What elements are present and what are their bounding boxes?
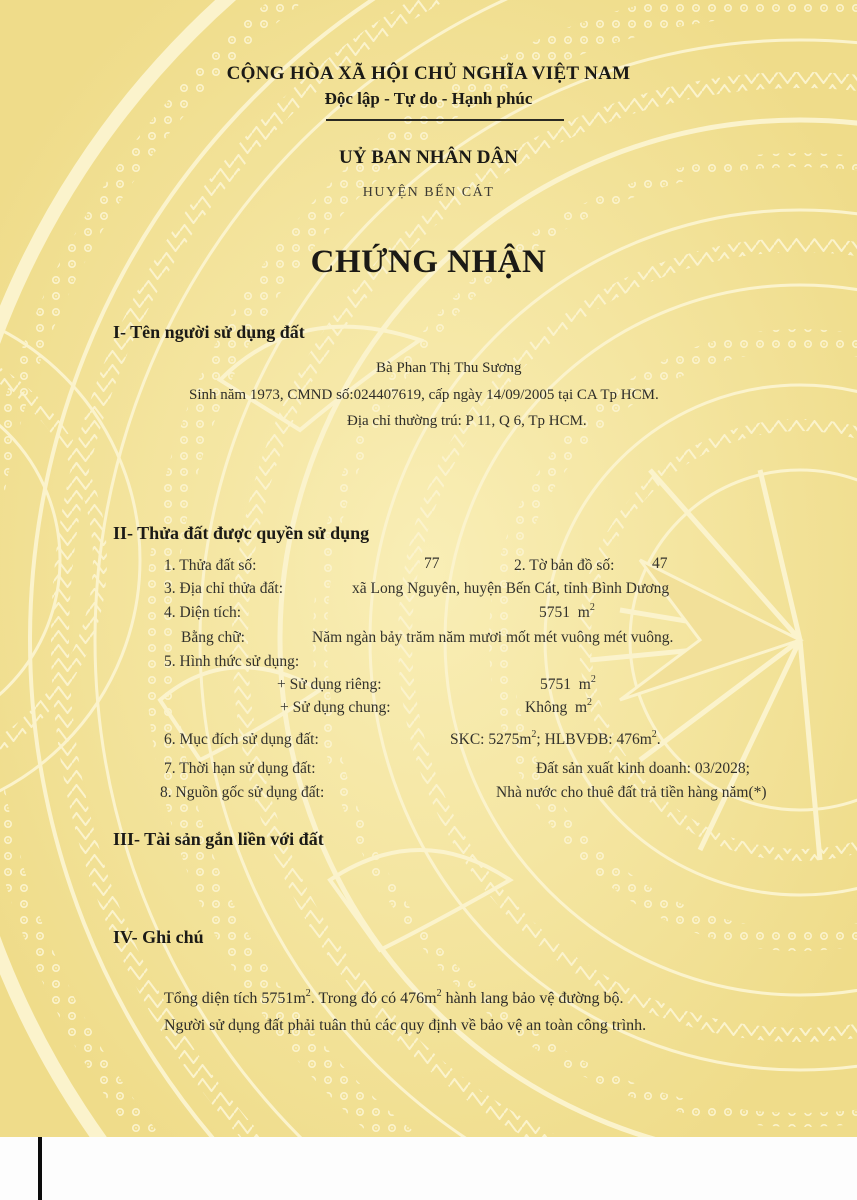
scan-edge-line bbox=[38, 1137, 42, 1200]
area-words-label: Bằng chữ: bbox=[181, 629, 245, 646]
section-4-heading: IV- Ghi chú bbox=[113, 927, 204, 947]
land-purpose-value: SKC: $5275m^2$; HLBVĐB: $476m^2$. bbox=[450, 729, 661, 748]
national-title: CỘNG HÒA XÃ HỘI CHỦ NGHĨA VIỆT NAM bbox=[226, 63, 631, 84]
land-origin-label: 8. Nguồn gốc sử dụng đất: bbox=[160, 784, 325, 801]
common-use-value: Không $m^2$ bbox=[525, 697, 593, 716]
issuing-council: UỶ BAN NHÂN DÂN bbox=[339, 147, 518, 168]
scan-margin bbox=[0, 1137, 857, 1200]
area-words-value: Năm ngàn bảy trăm năm mươi mốt mét vuông mét vuông. bbox=[312, 629, 674, 646]
owner-id: Sinh năm 1973, CMND số:024407619, cấp ngày 14/09/2005 tại CA Tp HCM. bbox=[189, 387, 659, 403]
header-divider bbox=[326, 119, 564, 121]
private-use-value: 5751 $m^2$ bbox=[540, 674, 596, 693]
usage-term-label: 7. Thời hạn sử dụng đất: bbox=[164, 760, 316, 777]
section-1-heading: I- Tên người sử dụng đất bbox=[113, 322, 305, 342]
parcel-number-label: 1. Thửa đất số: bbox=[164, 557, 257, 574]
note-line-2: Người sử dụng đất phải tuân thủ các quy định về bảo vệ an toàn công trình. bbox=[164, 1017, 647, 1034]
common-use-label: + Sử dụng chung: bbox=[280, 699, 391, 716]
section-2-heading: II- Thửa đất được quyền sử dụng bbox=[113, 523, 370, 543]
area-value: 5751 $m^2$ bbox=[539, 602, 595, 621]
usage-form-label: 5. Hình thức sử dụng: bbox=[164, 653, 300, 670]
national-motto: Độc lập - Tự do - Hạnh phúc bbox=[324, 89, 533, 108]
area-label: 4. Diện tích: bbox=[164, 604, 242, 621]
map-sheet-label: 2. Tờ bản đồ số: bbox=[514, 557, 615, 574]
private-use-label: + Sử dụng riêng: bbox=[277, 676, 382, 693]
owner-address: Địa chỉ thường trú: P 11, Q 6, Tp HCM. bbox=[347, 413, 587, 429]
parcel-address-label: 3. Địa chỉ thửa đất: bbox=[164, 580, 284, 597]
map-sheet-value: 47 bbox=[652, 555, 668, 572]
land-purpose-label: 6. Mục đích sử dụng đất: bbox=[164, 731, 319, 748]
land-origin-value: Nhà nước cho thuê đất trả tiền hàng năm(*) bbox=[496, 784, 767, 801]
parcel-address-value: xã Long Nguyên, huyện Bến Cát, tỉnh Bình Dương bbox=[352, 580, 670, 597]
issuing-district: HUYỆN BẾN CÁT bbox=[362, 185, 495, 200]
parcel-number-value: 77 bbox=[424, 555, 440, 572]
owner-name: Bà Phan Thị Thu Sương bbox=[376, 360, 522, 376]
certificate-title: CHỨNG NHẬN bbox=[310, 244, 547, 280]
section-3-heading: III- Tài sản gắn liền với đất bbox=[113, 829, 324, 849]
usage-term-value: Đất sản xuất kinh doanh: 03/2028; bbox=[536, 760, 750, 777]
note-line-1: Tổng diện tích $5751m^2$. Trong đó có $476m^2$ hành lang bảo vệ đường bộ. bbox=[164, 988, 624, 1007]
